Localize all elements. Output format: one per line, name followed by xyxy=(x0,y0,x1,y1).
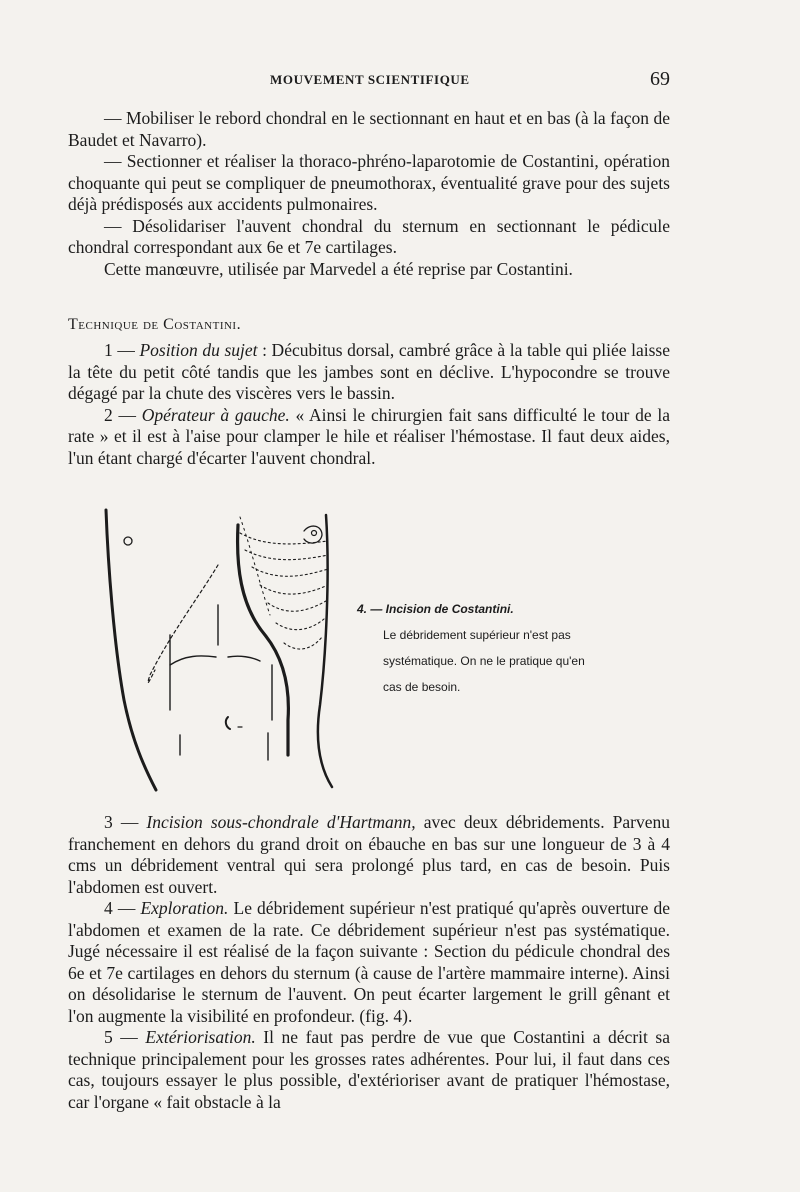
step-text: « Ainsi le chirurgien fait sans difficulté le tour de la rate » et il est à l'aise pour clamper le hile et réaliser l'hémostase. Il faut deux aides, l'un étant chargé d'écarter l'auvent chondral. xyxy=(68,404,670,468)
step-3 xyxy=(68,812,670,898)
caption-line: systématique. On ne le pratique qu'en xyxy=(383,654,585,668)
navel xyxy=(226,717,230,729)
steps-bottom-block xyxy=(68,812,670,1113)
step-title: Opérateur à gauche. xyxy=(141,404,290,425)
costal-margin-dotted xyxy=(148,565,218,683)
page-number: 69 xyxy=(650,68,670,90)
rib-arc xyxy=(252,567,328,576)
step-number: 5 — xyxy=(104,1027,138,1047)
rib-arc xyxy=(268,601,326,611)
step-5 xyxy=(68,1027,670,1113)
page-header xyxy=(100,70,670,96)
step-title: Exploration. xyxy=(140,898,229,918)
step-number: 3 — xyxy=(104,812,139,832)
section-heading: Technique de Costantini. xyxy=(68,316,242,333)
step-1 xyxy=(68,340,670,405)
step-title: Extériorisation. xyxy=(145,1027,256,1047)
step-text: Le débridement supérieur n'est pratiqué qu'après ouverture de l'abdomen et examen de la rate. Ce débridement supérieur n'est pas systématique. Jugé nécessaire il est réalisé de la façon suivante : Section du pédicule chondral des 6e et 7e cartilages en dehors du sternum (à cause de l'artère mammaire interne). Ainsi on désolidarise le sternum de l'auvent. On peut écarter largement le grill gênant et l'on augmente la visibilité en profondeur. (fig. 4). xyxy=(68,898,671,1026)
running-title: MOUVEMENT SCIENTIFIQUE xyxy=(270,72,470,87)
left-flank-line xyxy=(106,510,156,790)
rib-arc xyxy=(245,550,328,560)
abdomen-contour xyxy=(170,656,216,665)
figure-caption xyxy=(357,596,657,700)
top-text-block xyxy=(68,108,670,280)
right-breast xyxy=(304,526,322,543)
rib-arc xyxy=(260,585,328,594)
paragraph-sectionner: — Sectionner et réaliser la thoraco-phréno-laparotomie de Costantini, opération choquante qui peut se compliquer de pneumothorax, éventualité grave pour des sujets déjà prédisposés aux accidents pulmonaires. xyxy=(68,151,670,214)
rib-arc xyxy=(240,533,328,544)
step-text: avec deux débridements. Parvenu franchement en dehors du grand droit on ébauche en bas sur une longueur de 3 à 4 cms un débridement ventral qui sera prolongé plus tard, en cas de besoin. Puis l'abdomen est ouvert. xyxy=(68,812,671,897)
right-nipple xyxy=(312,531,317,536)
caption-line: Le débridement supérieur n'est pas xyxy=(383,628,571,642)
step-title: Incision sous-chondrale d'Hartmann, xyxy=(146,812,416,832)
rib-arc xyxy=(276,619,324,630)
section-heading-block xyxy=(68,316,670,334)
step-number: 1 — xyxy=(104,340,135,360)
caption-line: cas de besoin. xyxy=(383,680,461,694)
step-text: Il ne faut pas perdre de vue que Costantini a décrit sa technique principalement pour les grosses rates adhérentes. Pour lui, il faut dans ces cas, toujours essayer le plus possible, d'extérioriser avant de pratiquer l'hémostase, car l'organe « fait obstacle à la xyxy=(68,1027,671,1112)
step-number: 4 — xyxy=(104,898,136,918)
step-number: 2 — xyxy=(104,404,136,425)
figure-label: 4. — Incision de Costantini. xyxy=(357,602,514,616)
step-title: Position du sujet xyxy=(139,340,258,360)
abdomen-contour xyxy=(228,656,260,661)
paragraph-desolidariser: — Désolidariser l'auvent chondral du sternum en sectionnant le pédicule chondral correspondant aux 6e et 7e cartilages. xyxy=(68,215,670,257)
step-text: : Décubitus dorsal, cambré grâce à la table qui pliée laisse la tête du petit côté tandis que les jambes sont en déclive. L'hypocondre se trouve dégagé par la chute des viscères vers le bassin. xyxy=(68,340,671,403)
step-4 xyxy=(68,898,670,1027)
rib-arc xyxy=(284,637,322,649)
paragraph-mobiliser: — Mobiliser le rebord chondral en le sectionnant en haut et en bas (à la façon de Baudet et Navarro). xyxy=(68,108,670,150)
left-nipple xyxy=(124,537,132,545)
figure-incision-drawing xyxy=(100,505,340,795)
steps-top-block xyxy=(68,340,670,469)
step-2 xyxy=(68,405,670,470)
paragraph-manoeuvre: Cette manœuvre, utilisée par Marvedel a été reprise par Costantini. xyxy=(104,258,573,279)
torso-illustration xyxy=(100,505,340,795)
